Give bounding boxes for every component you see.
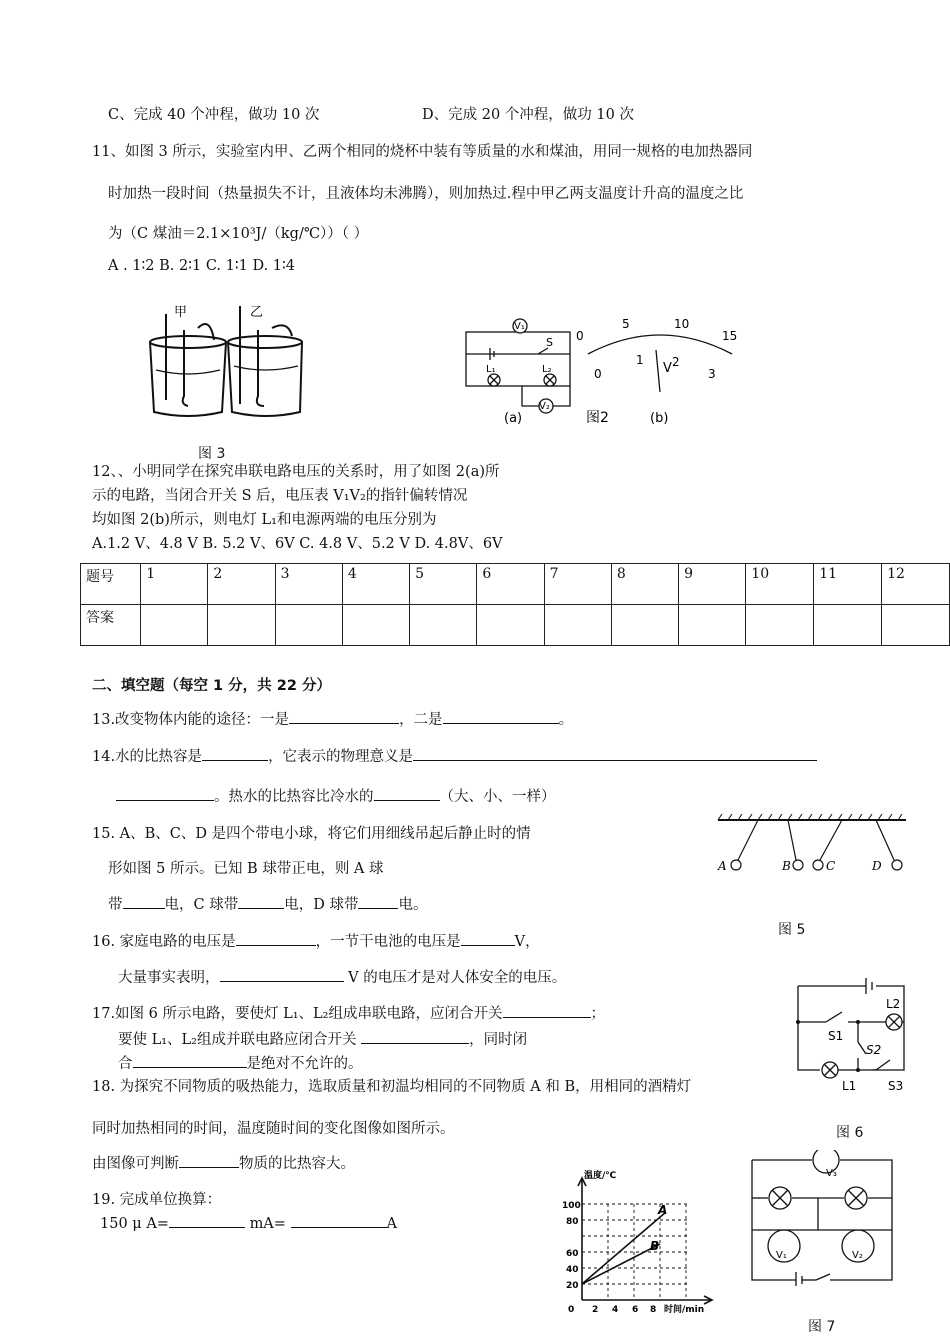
figure3-label-yi: 乙	[250, 305, 264, 320]
q14-blank-4[interactable]	[374, 786, 440, 801]
q13-text-a: 13.改变物体内能的途径：一是	[92, 712, 290, 728]
figure3-label-jia: 甲	[174, 305, 188, 320]
answer-table	[80, 563, 950, 646]
answer-table-header-label: 题号	[81, 564, 141, 605]
q14-line2	[116, 785, 556, 806]
q17-text-f: 是绝对不允许的。	[246, 1056, 363, 1072]
q15-text-a: 带	[108, 897, 123, 913]
q17-text-b: ；	[590, 1006, 605, 1022]
fig6-l1: L1	[842, 1079, 857, 1093]
q14-line1	[92, 745, 817, 766]
fig5-ball-a: A	[718, 859, 727, 873]
q16-blank-1[interactable]	[236, 931, 316, 946]
q19-line1: 19. 完成单位换算：	[92, 1192, 222, 1208]
q16-text-e: V 的电压才是对人体安全的电压。	[348, 970, 567, 986]
q11-line2: 时加热一段时间（热量损失不计，且液体均未沸腾），则加热过.程中甲乙两支温度计升高的温度之比	[108, 186, 744, 202]
q17-blank-2[interactable]	[361, 1029, 469, 1044]
q14-blank-2[interactable]	[413, 746, 817, 761]
section2-title: 二、填空题（每空 1 分，共 22 分）	[92, 678, 331, 694]
answer-table-number: 6	[477, 564, 544, 605]
graph-ytick: 20	[566, 1281, 579, 1291]
answer-table-number: 12	[882, 564, 950, 605]
q14-text-c: 。热水的比热容比冷水的	[214, 789, 374, 805]
fig2-l2-label: L₂	[542, 364, 552, 375]
q16-text-d: 大量事实表明，	[118, 970, 220, 986]
fig2-scale-top-2: 10	[674, 317, 690, 331]
answer-table-number: 7	[544, 564, 611, 605]
fig7-v3: V₃	[826, 1168, 837, 1179]
fig2-scale-bottom-1: 1	[636, 353, 644, 367]
q16-text-c: V，	[514, 934, 540, 950]
fig7-v2: V₂	[852, 1250, 863, 1261]
q16-line2	[118, 966, 566, 987]
q11-line1: 11、如图 3 所示，实验室内甲、乙两个相同的烧杯中装有等质量的水和煤油，用同一规格的电加热器同	[92, 144, 753, 160]
q17-line2	[118, 1028, 527, 1049]
figure6-circuit	[790, 966, 910, 1094]
fig2-scale-bottom-2: 2	[672, 355, 680, 369]
q16-blank-3[interactable]	[220, 967, 344, 982]
q18-line2: 同时加热相同的时间，温度随时间的变化图像如图所示。	[92, 1121, 455, 1137]
q17-line1	[92, 1002, 605, 1023]
figure5-caption: 图 5	[778, 922, 806, 938]
fig7-v1: V₁	[776, 1250, 787, 1261]
fig2-scale-top-1: 5	[622, 317, 630, 331]
q17-text-e: 合	[118, 1056, 133, 1072]
q17-line3	[118, 1052, 363, 1073]
answer-cell[interactable]	[141, 605, 208, 646]
fig2-meter-v: V	[663, 361, 672, 376]
graph-xtick: 2	[592, 1305, 599, 1315]
q19-text-b: mA=	[249, 1216, 286, 1232]
q17-blank-3[interactable]	[133, 1053, 247, 1068]
answer-cell[interactable]	[882, 605, 950, 646]
q19-blank-2[interactable]	[291, 1213, 387, 1228]
figure7-circuit	[748, 1150, 898, 1286]
figure5-balls	[714, 814, 910, 882]
answer-table-number: 9	[679, 564, 746, 605]
q12-line1: 12、、小明同学在探究串联电路电压的关系时，用了如图 2(a)所	[92, 464, 500, 480]
fig2-scale-bottom-3: 3	[708, 367, 716, 381]
answer-cell[interactable]	[611, 605, 678, 646]
fig6-l2: L2	[886, 997, 901, 1011]
fig2-s-label: S	[546, 336, 553, 349]
q16-blank-2[interactable]	[461, 931, 515, 946]
q17-blank-1[interactable]	[503, 1003, 591, 1018]
q15-line2: 形如图 5 所示。已知 B 球带正电，则 A 球	[108, 861, 384, 877]
q15-line1: 15. A、B、C、D 是四个带电小球，将它们用细线吊起后静止时的情	[92, 826, 531, 842]
answer-cell[interactable]	[477, 605, 544, 646]
figure2	[460, 316, 742, 428]
graph-ytick: 80	[566, 1217, 579, 1227]
answer-table-answer-row	[81, 605, 950, 646]
graph-xlabel: 时间/min	[664, 1305, 705, 1315]
answer-table-number: 5	[410, 564, 477, 605]
answer-table-number: 10	[746, 564, 814, 605]
q15-blank-c[interactable]	[238, 894, 284, 909]
answer-table-number: 3	[275, 564, 342, 605]
answer-table-number: 1	[141, 564, 208, 605]
q13-text-c: 。	[558, 712, 574, 728]
fig5-ball-b: B	[782, 859, 791, 873]
q14-text-b: ，它表示的物理意义是	[268, 749, 414, 765]
fig2-caption: 图2	[586, 410, 609, 426]
graph-xtick: 4	[612, 1305, 619, 1315]
fig6-s2: S2	[866, 1043, 882, 1057]
q18-line3	[92, 1152, 355, 1173]
q16-text-a: 16. 家庭电路的电压是	[92, 934, 236, 950]
answer-table-number: 11	[814, 564, 882, 605]
answer-cell[interactable]	[342, 605, 409, 646]
q17-text-d: ，同时闭	[469, 1032, 528, 1048]
q17-text-a: 17.如图 6 所示电路，要使灯 L₁、L₂组成串联电路，应闭合开关	[92, 1006, 503, 1022]
q10-option-c: C、完成 40 个冲程，做功 10 次	[108, 107, 320, 123]
q15-text-c: 电，D 球带	[284, 897, 359, 913]
q15-blank-a[interactable]	[123, 894, 165, 909]
answer-cell[interactable]	[814, 605, 882, 646]
graph-line-b-label: B	[650, 1239, 660, 1253]
q10-option-d: D、完成 20 个冲程，做功 10 次	[422, 107, 634, 123]
graph-ylabel: 温度/℃	[584, 1171, 617, 1181]
figure3-beakers	[140, 300, 310, 420]
fig2-scale-bottom-0: 0	[594, 367, 602, 381]
figure7-caption: 图 7	[808, 1319, 836, 1335]
graph-ytick: 40	[566, 1265, 579, 1275]
q12-line2: 示的电路，当闭合开关 S 后，电压表 V₁V₂的指针偏转情况	[92, 488, 468, 504]
q19-text-c: A	[386, 1216, 398, 1232]
q14-blank-3[interactable]	[116, 786, 214, 801]
fig5-ball-c: C	[826, 859, 836, 873]
figure6-caption: 图 6	[836, 1125, 864, 1141]
answer-table-number: 4	[342, 564, 409, 605]
fig6-s1: S1	[828, 1029, 844, 1043]
fig2-scale-top-3: 15	[722, 329, 738, 343]
q17-text-c: 要使 L₁、L₂组成并联电路应闭合开关	[118, 1032, 357, 1048]
q11-options: A . 1∶2 B. 2∶1 C. 1∶1 D. 1∶4	[108, 258, 296, 274]
answer-cell[interactable]	[746, 605, 814, 646]
q13	[92, 708, 573, 729]
answer-cell[interactable]	[275, 605, 342, 646]
fig2-label-b: (b)	[650, 411, 669, 426]
q15-text-b: 电，C 球带	[164, 897, 239, 913]
q18-blank[interactable]	[179, 1153, 239, 1168]
q13-blank-1[interactable]	[289, 709, 399, 724]
answer-table-header-row	[81, 564, 950, 605]
graph-xtick: 0	[568, 1305, 575, 1315]
q16-text-b: ，一节干电池的电压是	[315, 934, 461, 950]
graph-line-a-label: A	[658, 1203, 668, 1217]
q18-line1: 18. 为探究不同物质的吸热能力，选取质量和初温均相同的不同物质 A 和 B，用相同的酒精灯	[92, 1079, 692, 1095]
figure3-caption: 图 3	[198, 446, 226, 462]
q16-line1	[92, 930, 540, 951]
fig5-ball-d: D	[872, 859, 882, 873]
fig6-s3: S3	[888, 1079, 904, 1093]
fig2-scale-top-0: 0	[576, 329, 584, 343]
q14-blank-1[interactable]	[202, 746, 268, 761]
answer-cell[interactable]	[679, 605, 746, 646]
answer-cell[interactable]	[410, 605, 477, 646]
graph-xtick: 8	[650, 1305, 657, 1315]
answer-cell[interactable]	[544, 605, 611, 646]
answer-cell[interactable]	[208, 605, 275, 646]
q18-text-b: 物质的比热容大。	[239, 1156, 355, 1172]
answer-table-answer-label: 答案	[81, 605, 141, 646]
q13-blank-2[interactable]	[443, 709, 559, 724]
answer-table-number: 2	[208, 564, 275, 605]
q18-text-a: 由图像可判断	[92, 1156, 179, 1172]
q15-blank-d[interactable]	[358, 894, 398, 909]
q19-blank-1[interactable]	[169, 1213, 245, 1228]
fig2-v2-label: V₂	[539, 401, 550, 412]
q11-line3: 为（C 煤油＝2.1×10³J/（kg/℃））（ ）	[108, 226, 369, 242]
graph-ytick: 100	[562, 1201, 581, 1211]
q12-options: A.1.2 V、4.8 V B. 5.2 V、6V C. 4.8 V、5.2 V D. 4.8V、6V	[92, 536, 503, 552]
q14-text-d: （大、小、一样）	[439, 789, 556, 805]
q15-line3	[108, 893, 427, 914]
q19-text-a: 150 μ A=	[100, 1216, 169, 1232]
fig2-label-a: (a)	[504, 411, 523, 426]
graph-ytick: 60	[566, 1249, 579, 1259]
fig2-v1-label: V₁	[514, 321, 525, 332]
fig2-l1-label: L₁	[486, 364, 496, 375]
q12-line3: 均如图 2(b)所示，则电灯 L₁和电源两端的电压分别为	[92, 512, 437, 528]
q14-text-a: 14.水的比热容是	[92, 749, 203, 765]
graph-xtick: 6	[632, 1305, 639, 1315]
temperature-graph	[554, 1168, 726, 1316]
q13-text-b: ，二是	[399, 712, 443, 728]
answer-table-number: 8	[611, 564, 678, 605]
q19-line2	[100, 1213, 397, 1232]
q15-text-d: 电。	[398, 897, 428, 913]
